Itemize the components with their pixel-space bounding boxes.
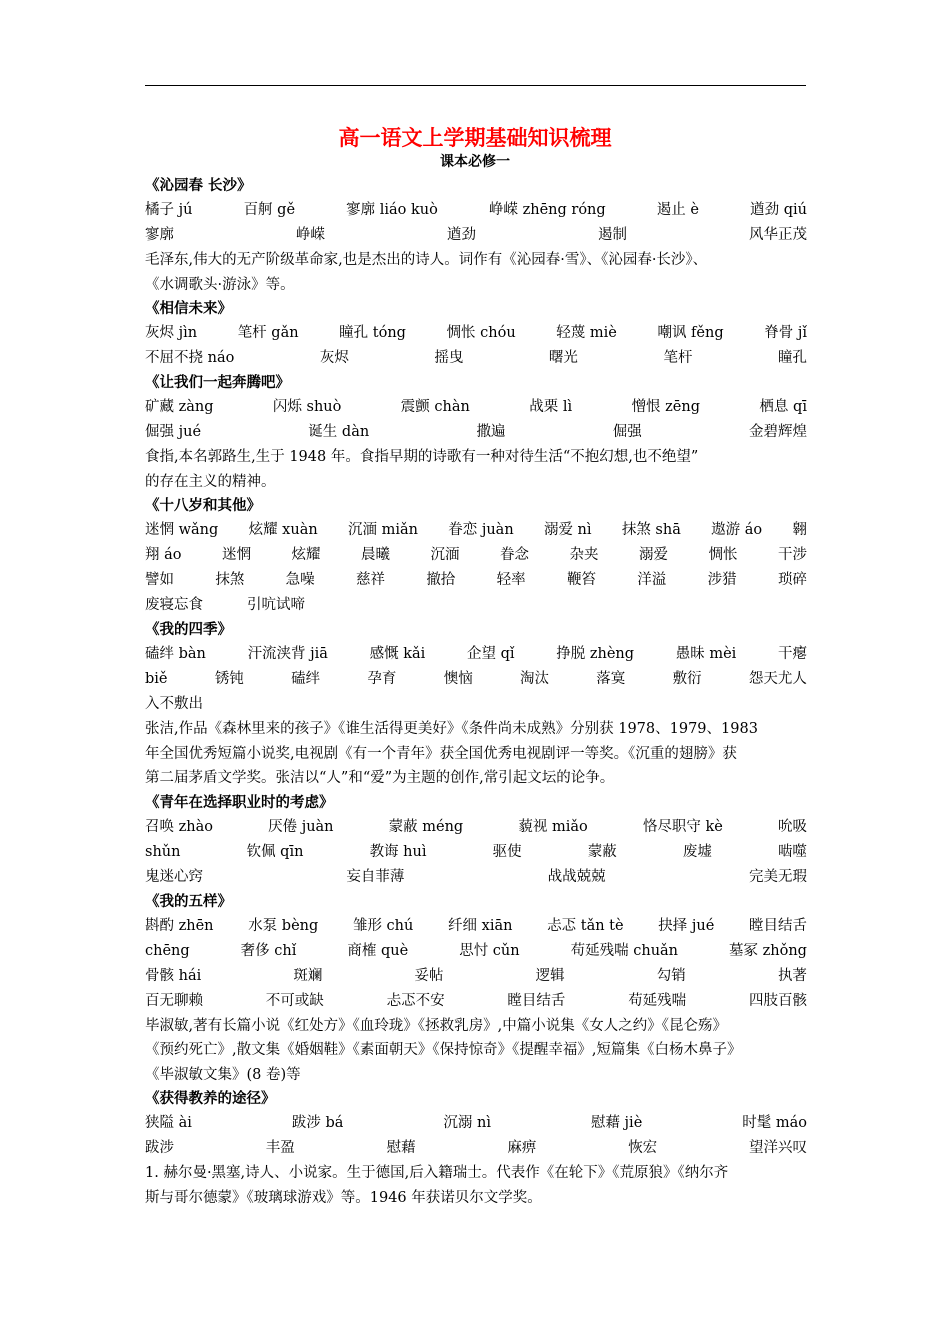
paragraph-line: 《预约死亡》,散文集《婚姻鞋》《素面朝天》《保持惊奇》《提醒幸福》,短篇集《白杨木鼻子》 xyxy=(145,1042,742,1058)
vocab-word: 灰烬 jìn xyxy=(145,325,198,341)
vocab-word: 峥嵘 xyxy=(296,227,325,243)
vocab-word: 诞生 dàn xyxy=(308,424,370,440)
vocab-word: 撤拾 xyxy=(426,572,456,588)
vocab-word: 磕绊 bàn xyxy=(145,646,206,662)
vocab-word: 妄自菲薄 xyxy=(346,868,405,885)
vocab-word: 笔杆 xyxy=(663,350,693,366)
vocab-row xyxy=(145,840,807,865)
vocab-word: 迷惘 wǎng xyxy=(145,522,219,538)
vocab-word: 水泵 bèng xyxy=(248,917,319,934)
vocab-row xyxy=(145,543,807,568)
vocab-word: 遒劲 qiú xyxy=(750,202,807,218)
vocab-word: 沉湎 miǎn xyxy=(347,522,418,538)
vocab-word: 苟延残喘 xyxy=(628,992,687,1009)
vocab-word: 琐碎 xyxy=(777,572,807,588)
vocab-word: 翔 áo xyxy=(145,547,182,563)
vocab-row xyxy=(145,865,807,890)
vocab-word: 感慨 kǎi xyxy=(369,646,426,662)
vocab-word: 蒙蔽 xyxy=(587,843,617,860)
vocab-word: 懊恼 xyxy=(443,671,473,687)
section-title: 《青年在选择职业时的考虑》 xyxy=(145,793,334,811)
vocab-word: 恪尽职守 kè xyxy=(642,818,723,835)
vocab-word: 抹煞 shā xyxy=(621,522,681,538)
vocab-row xyxy=(145,667,807,692)
vocab-word: 落寞 xyxy=(596,671,626,687)
vocab-word: 脊骨 jǐ xyxy=(764,325,807,341)
vocab-word: 惆怅 xyxy=(708,547,738,563)
vocab-word: 寥廓 xyxy=(145,227,174,243)
vocab-word: 恢宏 xyxy=(628,1140,658,1156)
vocab-word: 丰盈 xyxy=(265,1140,295,1156)
vocab-word: 挣脱 zhèng xyxy=(556,646,635,662)
note-paragraph xyxy=(145,445,807,494)
paragraph-line: 的存在主义的精神。 xyxy=(145,473,276,490)
vocab-word: 遏制 xyxy=(598,227,627,243)
vocab-word: 雏形 chú xyxy=(352,917,414,934)
vocab-row xyxy=(145,593,807,618)
vocab-word: 教诲 huì xyxy=(369,843,427,860)
vocab-word: 吮吸 xyxy=(777,818,807,835)
vocab-word: 峥嵘 zhēng róng xyxy=(489,202,606,218)
vocab-word: 抉择 jué xyxy=(658,917,715,934)
vocab-word: 百舸 gě xyxy=(243,202,296,218)
vocab-word: 孕育 xyxy=(367,671,397,687)
vocab-word: 跋涉 xyxy=(145,1140,174,1156)
vocab-word: 勾销 xyxy=(656,967,686,984)
vocab-word: 怨天尤人 xyxy=(748,671,807,687)
vocab-word: 溺爱 xyxy=(638,547,668,563)
vocab-word: 瞠目结舌 xyxy=(748,917,807,934)
paragraph-line: 张洁,作品《森林里来的孩子》《谁生活得更美好》《条件尚未成熟》分别获 1978、1979、1983 xyxy=(145,721,758,737)
vocab-word: 慈祥 xyxy=(355,572,385,588)
vocab-word: 磕绊 xyxy=(291,671,321,687)
vocab-word: 慰藉 xyxy=(386,1140,416,1156)
section-title: 《十八岁和其他》 xyxy=(145,497,261,514)
vocab-word: 废墟 xyxy=(682,843,712,860)
vocab-word: 望洋兴叹 xyxy=(748,1140,807,1156)
vocab-row xyxy=(145,1111,807,1136)
vocab-word: biě xyxy=(145,671,168,687)
vocab-word: 迷惘 xyxy=(221,547,251,563)
paragraph-line: 年全国优秀短篇小说奖,电视剧《有一个青年》获全国优秀电视剧评一等奖。《沉重的翅膀》获 xyxy=(145,745,737,762)
vocab-word: 倔强 xyxy=(612,424,642,440)
vocab-word: 钦佩 qīn xyxy=(246,843,304,860)
vocab-row xyxy=(145,518,807,543)
vocab-word: 墓冢 zhǒng xyxy=(729,942,807,959)
section-title: 《沁园春 长沙》 xyxy=(145,177,252,194)
vocab-word: 思忖 cǔn xyxy=(459,942,520,959)
vocab-word: 嘲讽 fěng xyxy=(657,325,724,341)
vocab-word: 急噪 xyxy=(285,572,315,588)
paragraph-line: 《毕淑敏文集》(8 卷)等 xyxy=(145,1066,301,1083)
paragraph-line: 毛泽东,伟大的无产阶级革命家,也是杰出的诗人。词作有《沁园春·雪》、《沁园春·长沙》、 xyxy=(145,252,708,268)
vocab-word: 炫耀 xyxy=(291,547,321,563)
vocab-word: 妥帖 xyxy=(414,967,444,984)
section-title: 《我的五样》 xyxy=(145,892,232,910)
header-rule xyxy=(145,85,806,86)
document-body xyxy=(145,174,807,1210)
document-title: 高一语文上学期基础知识梳理 xyxy=(338,125,612,150)
vocab-word: 干瘪 xyxy=(777,646,807,662)
vocab-row xyxy=(145,964,807,989)
vocab-word: 震颤 chàn xyxy=(400,399,470,415)
section-title: 《获得教养的途径》 xyxy=(145,1090,276,1107)
vocab-word: 啮噬 xyxy=(777,843,807,860)
vocab-word: 忐忑不安 xyxy=(386,992,445,1009)
vocab-word: 橘子 jú xyxy=(145,202,193,218)
vocab-word: 狭隘 ài xyxy=(145,1115,192,1131)
vocab-word: 蒙蔽 méng xyxy=(388,818,464,835)
vocab-row xyxy=(145,321,807,346)
vocab-word: 栖息 qī xyxy=(759,399,807,415)
vocab-word: 譬如 xyxy=(145,572,174,588)
vocab-word: 厌倦 juàn xyxy=(268,818,334,835)
vocab-word: 战栗 lì xyxy=(529,399,573,415)
vocab-word: 曙光 xyxy=(548,350,578,366)
vocab-word: 遒劲 xyxy=(447,227,476,243)
section-title: 《让我们一起奔腾吧》 xyxy=(145,374,290,391)
vocab-word: 矿藏 zàng xyxy=(145,399,214,415)
vocab-word: chēng xyxy=(145,942,190,959)
vocab-word: 笔杆 gǎn xyxy=(237,325,299,341)
vocab-word: 不屈不挠 náo xyxy=(145,350,235,366)
vocab-word: 摇曳 xyxy=(434,350,464,366)
vocab-word: 寥廓 liáo kuò xyxy=(346,202,438,218)
vocab-word: 时髦 máo xyxy=(742,1115,807,1131)
note-paragraph xyxy=(145,717,807,791)
vocab-word: 风华正茂 xyxy=(749,227,807,243)
vocab-word: 遨游 áo xyxy=(711,522,763,538)
vocab-word: 瞠目结舌 xyxy=(507,992,566,1009)
vocab-word: 麻痹 xyxy=(507,1140,537,1156)
vocab-word: 遏止 è xyxy=(656,202,699,218)
vocab-word: 瞳孔 xyxy=(777,350,807,366)
vocab-word: 眷恋 juàn xyxy=(448,522,514,538)
document-subtitle: 课本必修一 xyxy=(440,154,510,170)
vocab-word: 引吭试啼 xyxy=(247,597,305,613)
vocab-word: 敷衍 xyxy=(672,671,702,687)
vocab-word: 逻辑 xyxy=(535,967,565,984)
vocab-word: 百无聊赖 xyxy=(145,992,203,1009)
vocab-word: 晨曦 xyxy=(360,547,390,563)
note-paragraph xyxy=(145,1161,807,1210)
vocab-word: 憎恨 zēng xyxy=(631,399,701,415)
vocab-word: 奢侈 chǐ xyxy=(240,942,297,959)
vocab-word: 藐视 miǎo xyxy=(518,818,588,835)
paragraph-line: 食指,本名郭路生,生于 1948 年。食指早期的诗歌有一种对待生活“不抱幻想,也不绝望” xyxy=(145,449,699,465)
vocab-word: 闪烁 shuò xyxy=(272,399,342,415)
vocab-word: 不可或缺 xyxy=(265,992,324,1009)
vocab-word: 翱 xyxy=(792,522,807,538)
vocab-word: 驱使 xyxy=(492,843,522,860)
vocab-word: 锈钝 xyxy=(214,671,244,687)
vocab-word: 企望 qǐ xyxy=(467,646,515,662)
vocab-row xyxy=(145,223,807,248)
vocab-word: 纤细 xiān xyxy=(448,917,513,934)
vocab-row xyxy=(145,568,807,593)
vocab-row xyxy=(145,420,807,445)
vocab-word: 鞭笞 xyxy=(566,572,596,588)
vocab-row xyxy=(145,939,807,964)
paragraph-line: 《水调歌头·游泳》等。 xyxy=(145,276,295,293)
vocab-word: 沉溺 nì xyxy=(443,1115,491,1131)
vocab-word: 斑斓 xyxy=(293,967,323,984)
vocab-word: 涉猎 xyxy=(707,572,737,588)
paragraph-line: 斯与哥尔德蒙》《玻璃球游戏》等。1946 年获诺贝尔文学奖。 xyxy=(145,1189,542,1206)
vocab-row xyxy=(145,914,807,939)
vocab-word: 干涉 xyxy=(777,547,807,563)
vocab-word: 轻率 xyxy=(496,572,526,588)
vocab-word: 四肢百骸 xyxy=(748,992,807,1009)
vocab-word: 苟延残喘 chuǎn xyxy=(570,942,679,959)
vocab-word: 撒遍 xyxy=(476,424,506,440)
vocab-row xyxy=(145,1136,807,1161)
vocab-row xyxy=(145,989,807,1014)
vocab-word: 眷念 xyxy=(499,547,529,563)
vocab-word: 淘汰 xyxy=(520,671,549,687)
vocab-word: 灰烬 xyxy=(319,350,349,366)
note-paragraph xyxy=(145,248,807,297)
vocab-word: 执著 xyxy=(777,967,807,984)
vocab-word: 入不敷出 xyxy=(145,696,203,712)
vocab-word: 瞳孔 tóng xyxy=(339,325,406,341)
vocab-word: 鬼迷心窍 xyxy=(145,868,203,885)
vocab-row xyxy=(145,815,807,840)
vocab-word: shǔn xyxy=(145,843,181,860)
vocab-row xyxy=(145,346,807,371)
vocab-word: 溺爱 nì xyxy=(543,522,592,538)
vocab-word: 战战兢兢 xyxy=(547,868,606,885)
vocab-row xyxy=(145,642,807,667)
vocab-word: 慰藉 jiè xyxy=(590,1115,643,1131)
vocab-row xyxy=(145,395,807,420)
vocab-word: 杂夹 xyxy=(569,547,599,563)
paragraph-line: 毕淑敏,著有长篇小说《红处方》《血玲珑》《拯救乳房》,中篇小说集《女人之约》《昆仑殇》 xyxy=(145,1017,727,1034)
vocab-word: 炫耀 xuàn xyxy=(248,522,318,538)
vocab-word: 沉湎 xyxy=(430,547,460,563)
vocab-word: 愚昧 mèi xyxy=(675,646,737,662)
vocab-word: 完美无瑕 xyxy=(748,868,807,885)
vocab-word: 倔强 jué xyxy=(145,424,202,440)
vocab-word: 跋涉 bá xyxy=(291,1115,344,1131)
section-title: 《我的四季》 xyxy=(145,621,232,638)
vocab-word: 汗流浃背 jiā xyxy=(247,646,328,662)
vocab-word: 斟酌 zhēn xyxy=(145,917,214,934)
section-title: 《相信未来》 xyxy=(145,300,232,317)
vocab-row xyxy=(145,198,807,223)
vocab-word: 金碧辉煌 xyxy=(748,424,807,440)
vocab-word: 抹煞 xyxy=(215,572,245,588)
vocab-word: 忐忑 tǎn tè xyxy=(547,917,624,934)
vocab-word: 惆怅 chóu xyxy=(446,325,516,341)
vocab-word: 废寝忘食 xyxy=(145,597,203,613)
paragraph-line: 第二届茅盾文学奖。张洁以“人”和“爱”为主题的创作,常引起文坛的论争。 xyxy=(145,770,615,786)
vocab-word: 召唤 zhào xyxy=(145,818,213,835)
vocab-word: 轻蔑 miè xyxy=(556,325,617,341)
vocab-word: 洋溢 xyxy=(637,572,667,588)
paragraph-line: 1. 赫尔曼·黑塞,诗人、小说家。生于德国,后入籍瑞士。代表作《在轮下》《荒原狼》《纳尔齐 xyxy=(145,1165,729,1181)
vocab-word: 骨骸 hái xyxy=(145,967,202,984)
vocab-row xyxy=(145,692,807,717)
note-paragraph xyxy=(145,1014,807,1088)
vocab-word: 商榷 què xyxy=(347,942,409,959)
